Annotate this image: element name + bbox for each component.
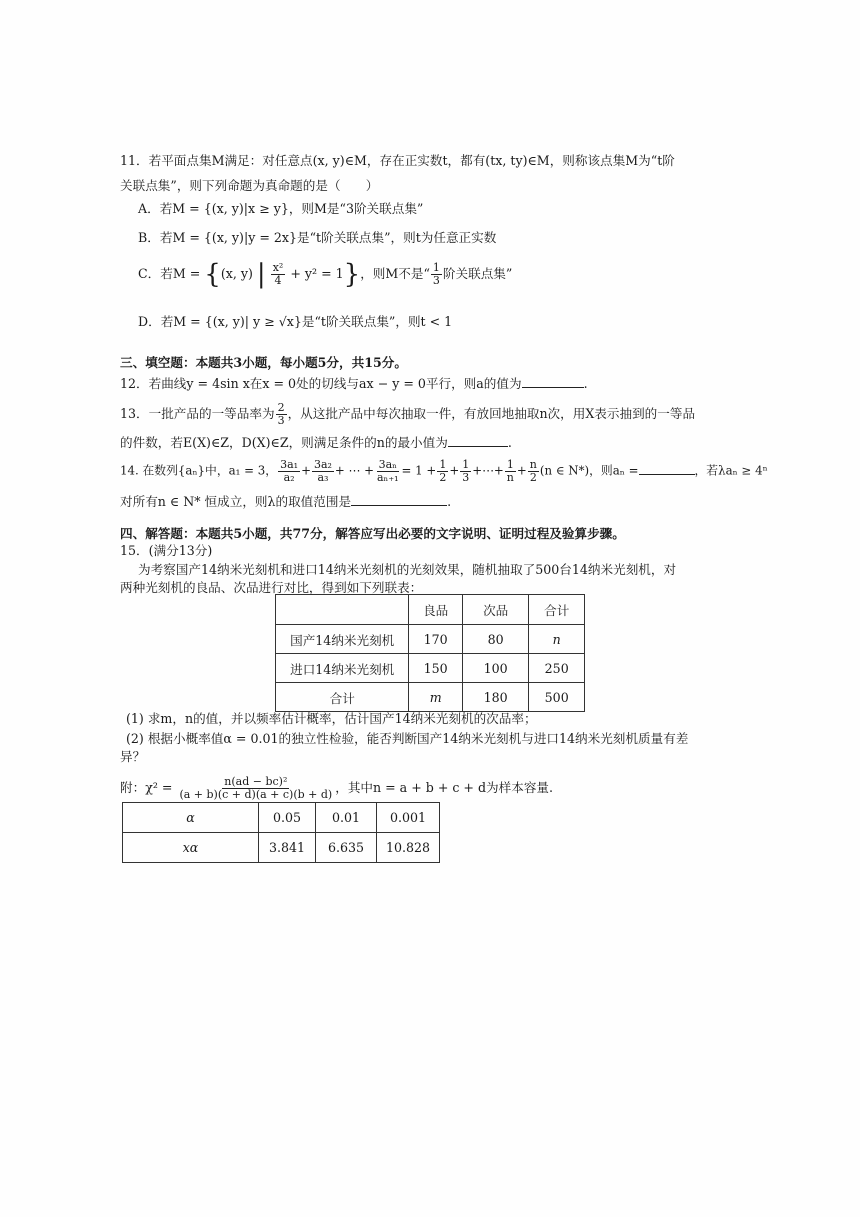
q11-option-c-third	[431, 262, 442, 287]
q15-sub1: (1) 求m，n的值，并以频率估计概率，估计国产14纳米光刻机的次品率；	[126, 711, 537, 726]
q15-appendix-post: ，其中n = a + b + c + d为样本容量.	[335, 780, 554, 795]
table-cell: α	[123, 803, 259, 833]
q11-option-b: B．若M = {(x, y)|y = 2x}是“t阶关联点集”，则t为任意正实数	[138, 230, 497, 245]
table-cell: m	[409, 683, 463, 712]
chi-square-den: (a + b)(c + d)(a + c)(b + d)	[179, 788, 333, 801]
table-row	[123, 833, 440, 863]
q14-half	[437, 459, 448, 484]
section3-heading: 三、填空题：本题共3小题，每小题5分，共15分。	[120, 355, 407, 370]
q12-text-post: .	[583, 376, 588, 391]
q11-option-d: D．若M = {(x, y)| y ≥ √x}是“t阶关联点集”，则t < 1	[138, 314, 453, 329]
table-cell: xα	[123, 833, 259, 863]
q11-option-c-third-den: 3	[432, 274, 440, 287]
table-header-row	[276, 595, 585, 625]
table-cell: 合计	[276, 683, 409, 712]
q14-dots: + ⋯ +	[334, 463, 374, 478]
q15-intro-line2: 两种光刻机的良品、次品进行对比，得到如下列联表：	[120, 580, 423, 595]
q11-option-c-set-pre: (x, y)	[220, 266, 253, 281]
q13-answer-blank[interactable]	[448, 434, 508, 447]
q14-line1: 14. 在数列{aₙ}中，a₁ = 3， $\frac{\text{3a₁}}{\text{a₂}}$ + $\frac{\text{3a₂}}{\text{a₃}}$ + ⋯ + $\frac{\text{3aₙ}}{\text{aₙ₊₁}}$ = 1 + $\frac{1}{2}$ + $\frac{1}{3}$ +⋯+ $\frac{1}{n}$ + $\frac{n}{2}$ (n ∈ N*)，则aₙ = ，若λaₙ ≥ 4ⁿ	[120, 458, 768, 484]
table-cell: 国产14纳米光刻机	[276, 625, 409, 654]
q14-term1-den: a₂	[283, 471, 295, 484]
q14-term1-num: 3a₁	[280, 458, 299, 471]
table-cell: 0.01	[316, 803, 377, 833]
q13-line1	[120, 402, 695, 427]
q14-nth	[505, 459, 516, 484]
q15-sub2-line2: 异？	[120, 749, 146, 764]
q11-option-a: A．若M = {(x, y)|x ≥ y}，则M是“3阶关联点集”	[138, 201, 424, 216]
table-cell: 进口14纳米光刻机	[276, 654, 409, 683]
q14-third	[460, 459, 471, 484]
q11-option-c-set-post: + y² = 1	[290, 266, 344, 281]
contingency-table	[275, 594, 585, 712]
q13-line1-post: ，从这批产品中每次抽取一件，有放回地抽取n次，用X表示抽到的一等品	[287, 406, 696, 421]
q13-line1-pre: 13．一批产品的一等品率为	[120, 406, 275, 421]
q14-lambda-blank[interactable]	[351, 493, 447, 506]
q14-eq: = 1 +	[401, 463, 437, 478]
q14-half-den: 2	[439, 471, 447, 484]
table-cell: 3.841	[259, 833, 316, 863]
q13-frac-num: 2	[277, 401, 285, 414]
table-cell: 180	[462, 683, 528, 712]
table-row	[276, 683, 585, 712]
chi-square-num: n(ad − bc)²	[224, 775, 288, 788]
q11-option-c-pre: C．若M =	[138, 266, 201, 281]
q14-third-den: 3	[462, 471, 470, 484]
q13-line2-post: .	[507, 435, 512, 450]
q14-cond: (n ∈ N*)，则aₙ =	[539, 463, 639, 478]
q11-option-c	[138, 259, 513, 290]
q14-term2-num: 3a₂	[313, 458, 332, 471]
section4-heading: 四、解答题：本题共5小题，共77分，解答应写出必要的文字说明、证明过程及验算步骤。	[120, 526, 625, 541]
q15-intro-line1: 为考察国产14纳米光刻机和进口14纳米光刻机的光刻效果，随机抽取了500台14纳米光刻机，对	[138, 562, 677, 577]
q14-an-blank[interactable]	[639, 462, 695, 475]
q12-text-pre: 12．若曲线y = 4sin x在x = 0处的切线与ax − y = 0平行，则a的值为	[120, 376, 522, 391]
q11-option-c-mid: ，则M不是“	[360, 266, 430, 281]
q12-line	[120, 375, 588, 392]
q14-n-half-den: 2	[529, 471, 537, 484]
q14-mid: ，若λaₙ ≥ 4ⁿ	[694, 463, 768, 478]
table-row	[276, 625, 585, 654]
q13-fraction	[276, 402, 287, 427]
table-cell: 合计	[529, 595, 585, 625]
q11-option-c-num: x²	[272, 261, 284, 274]
q14-term3	[375, 459, 401, 484]
q14-n-half	[528, 459, 539, 484]
q14-plus: +	[301, 463, 311, 478]
table-cell: 良品	[409, 595, 463, 625]
q15-appendix-pre: 附：χ² =	[120, 780, 173, 795]
table-cell: 0.001	[377, 803, 440, 833]
table-row	[123, 803, 440, 833]
q14-term2-den: a₃	[317, 471, 329, 484]
q14-line2-post: .	[447, 494, 452, 509]
table-cell: 170	[409, 625, 463, 654]
q14-nth-num: 1	[506, 458, 514, 471]
q14-line2	[120, 493, 451, 510]
q14-term2	[312, 459, 334, 484]
left-brace-symbol: {	[204, 259, 221, 290]
q14-nth-den: n	[506, 471, 514, 484]
table-cell: 500	[529, 683, 585, 712]
q11-stem-line1: 11．若平面点集M满足：对任意点(x, y)∈M，存在正实数t，都有(tx, ty)∈M，则称该点集M为“t阶	[120, 153, 675, 168]
chi-square-formula	[177, 776, 334, 801]
q14-term3-num: 3aₙ	[378, 458, 397, 471]
q11-option-c-post: 阶关联点集”	[442, 266, 513, 281]
table-cell: n	[529, 625, 585, 654]
q14-term1	[278, 459, 300, 484]
table-cell: 100	[462, 654, 528, 683]
q14-line2-pre: 对所有n ∈ N* 恒成立，则λ的取值范围是	[120, 494, 352, 509]
q15-sub2-line1: (2) 根据小概率值α = 0.01的独立性检验，能否判断国产14纳米光刻机与进口14纳米光刻机质量有差	[126, 731, 689, 746]
q14-n-half-num: n	[529, 458, 537, 471]
table-cell: 0.05	[259, 803, 316, 833]
q11-stem-line2: 关联点集”，则下列命题为真命题的是（ ）	[120, 178, 379, 193]
q11-option-c-third-num: 1	[432, 261, 440, 274]
table-cell: 80	[462, 625, 528, 654]
q15-label: 15．(满分13分)	[120, 543, 213, 558]
right-brace-symbol: }	[343, 259, 361, 290]
q14-pre: 14. 在数列{aₙ}中，a₁ = 3，	[120, 463, 278, 478]
table-cell: 次品	[462, 595, 528, 625]
q12-answer-blank[interactable]	[522, 375, 584, 388]
q13-line2	[120, 434, 512, 451]
q13-frac-den: 3	[277, 414, 285, 427]
table-cell: 6.635	[316, 833, 377, 863]
q14-term3-den: aₙ₊₁	[377, 471, 399, 484]
table-cell: 10.828	[377, 833, 440, 863]
q11-option-c-den: 4	[274, 274, 282, 287]
bar-symbol: |	[256, 259, 266, 290]
critical-value-table	[122, 802, 440, 863]
table-cell: 150	[409, 654, 463, 683]
q11-option-c-fraction	[271, 262, 286, 287]
q14-third-num: 1	[462, 458, 470, 471]
table-cell: 250	[529, 654, 585, 683]
table-row	[276, 654, 585, 683]
q14-half-num: 1	[439, 458, 447, 471]
q13-line2-pre: 的件数，若E(X)∈Z，D(X)∈Z，则满足条件的n的最小值为	[120, 435, 448, 450]
q15-appendix	[120, 776, 553, 801]
table-cell	[276, 595, 409, 625]
